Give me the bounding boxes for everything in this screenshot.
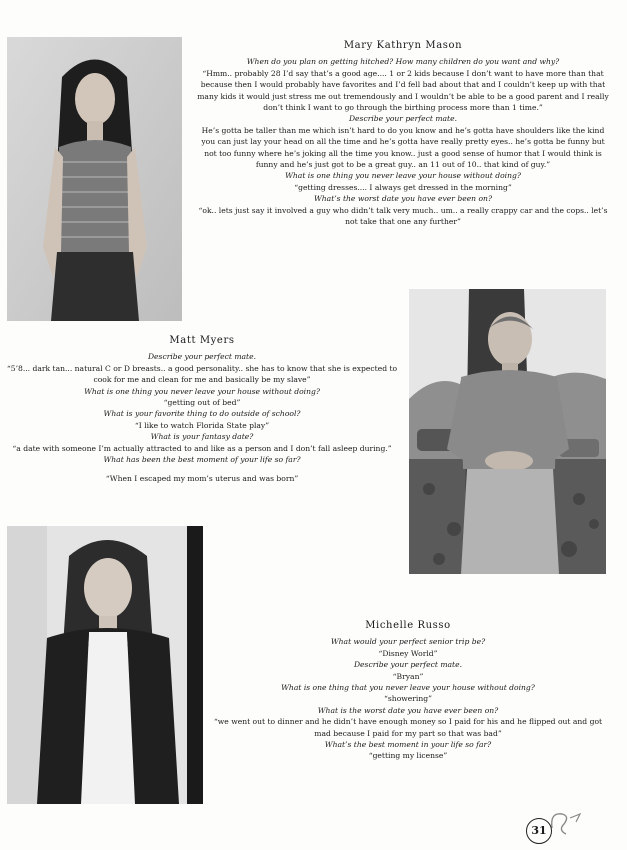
answer-text: “5’8... dark tan... natural C or D breasts.. a good personality.. she has to know that she is expected to cook for me and clean for me and basically be my slave”: [6, 363, 398, 385]
qa-list: [206, 636, 610, 761]
question-text: Describe your perfect mate.: [147, 352, 257, 362]
answer-text: “ok.. lets just say it involved a guy who didn’t talk very much.. um.. a really crappy car and the cops.. let’s not take that one any further”: [198, 205, 608, 227]
question-text: What is your favorite thing to do outside of school?: [103, 409, 301, 419]
page-number: 31: [526, 818, 552, 844]
question-text: When do you plan on getting hitched? How many children do you want and why?: [246, 57, 560, 67]
profile-michelle-russo: [206, 620, 610, 762]
question-text: Describe your perfect mate.: [348, 114, 458, 124]
answer-text: “getting my license”: [368, 751, 448, 761]
question-text: What is your fantasy date?: [150, 432, 254, 442]
qa-list: [196, 56, 610, 227]
answer-text: “When I escaped my mom’s uterus and was born”: [105, 474, 299, 484]
answer-text: “we went out to dinner and he didn’t have enough money so I paid for his and he flipped out and got mad because I paid for my part so that was bad”: [213, 717, 603, 738]
doodle-decoration: [548, 808, 584, 838]
question-text: Describe your perfect mate.: [353, 660, 463, 670]
question-text: What would your perfect senior trip be?: [330, 637, 486, 647]
question-text: What is one thing you never leave your house without doing?: [84, 386, 320, 396]
qa-list: [6, 351, 398, 484]
answer-text: “Disney World”: [378, 648, 438, 658]
profile-name: Michelle Russo: [365, 620, 451, 631]
question-text: What has been the best moment of your life so far?: [103, 455, 301, 465]
profile-name: Matt Myers: [169, 335, 235, 346]
question-text: What is one thing you never leave your house without doing?: [285, 171, 521, 181]
answer-text: “getting out of bed”: [163, 398, 241, 408]
photo-mary-kathryn-mason: [7, 37, 182, 321]
question-text: What is the worst date you have ever been on?: [317, 705, 499, 715]
answer-text: “getting dresses.... I always get dressed in the morning”: [294, 182, 512, 192]
answer-text: “showering”: [384, 694, 432, 704]
answer-text: “Bryan”: [392, 671, 424, 681]
question-text: What is one thing that you never leave your house without doing?: [281, 683, 535, 693]
answer-text: “a date with someone I’m actually attracted to and like as a person and I don’t fall asleep during.”: [12, 443, 392, 453]
question-text: What’s the worst date you have ever been on?: [313, 194, 493, 204]
profile-mary-kathryn-mason: [196, 40, 610, 228]
question-text: What’s the best moment in your life so far?: [324, 740, 492, 750]
answer-text: He’s gotta be taller than me which isn’t hard to do you know and he’s gotta have shoulders like the kind you can just lay your head on all the time and he’s gotta have really pretty eyes.. he’s gotta be funny but not too funny where he’s joking all the time you know.. just a good sense of humor that I would think is funny and he’s just got to be a great guy.. an 11 out of 10.. that kind of guy.”: [201, 125, 605, 170]
profile-name: Mary Kathryn Mason: [343, 40, 463, 51]
answer-text: “Hmm.. probably 28 I’d say that’s a good age.... 1 or 2 kids because I don’t want to have more than that because then I would probably have favorites and I’d fell bad about that and I couldn’t keep up with that many kids it would just stress me out tremendously and I wouldn’t be able to be a good parent and I really don’t think I want to go through the birthing process more than 1 time.”: [197, 68, 609, 113]
spacer: [6, 465, 398, 473]
photo-matt-myers: [409, 289, 606, 574]
answer-text: “I like to watch Florida State play”: [134, 420, 270, 430]
profile-matt-myers: [6, 335, 398, 485]
photo-michelle-russo: [7, 526, 203, 804]
